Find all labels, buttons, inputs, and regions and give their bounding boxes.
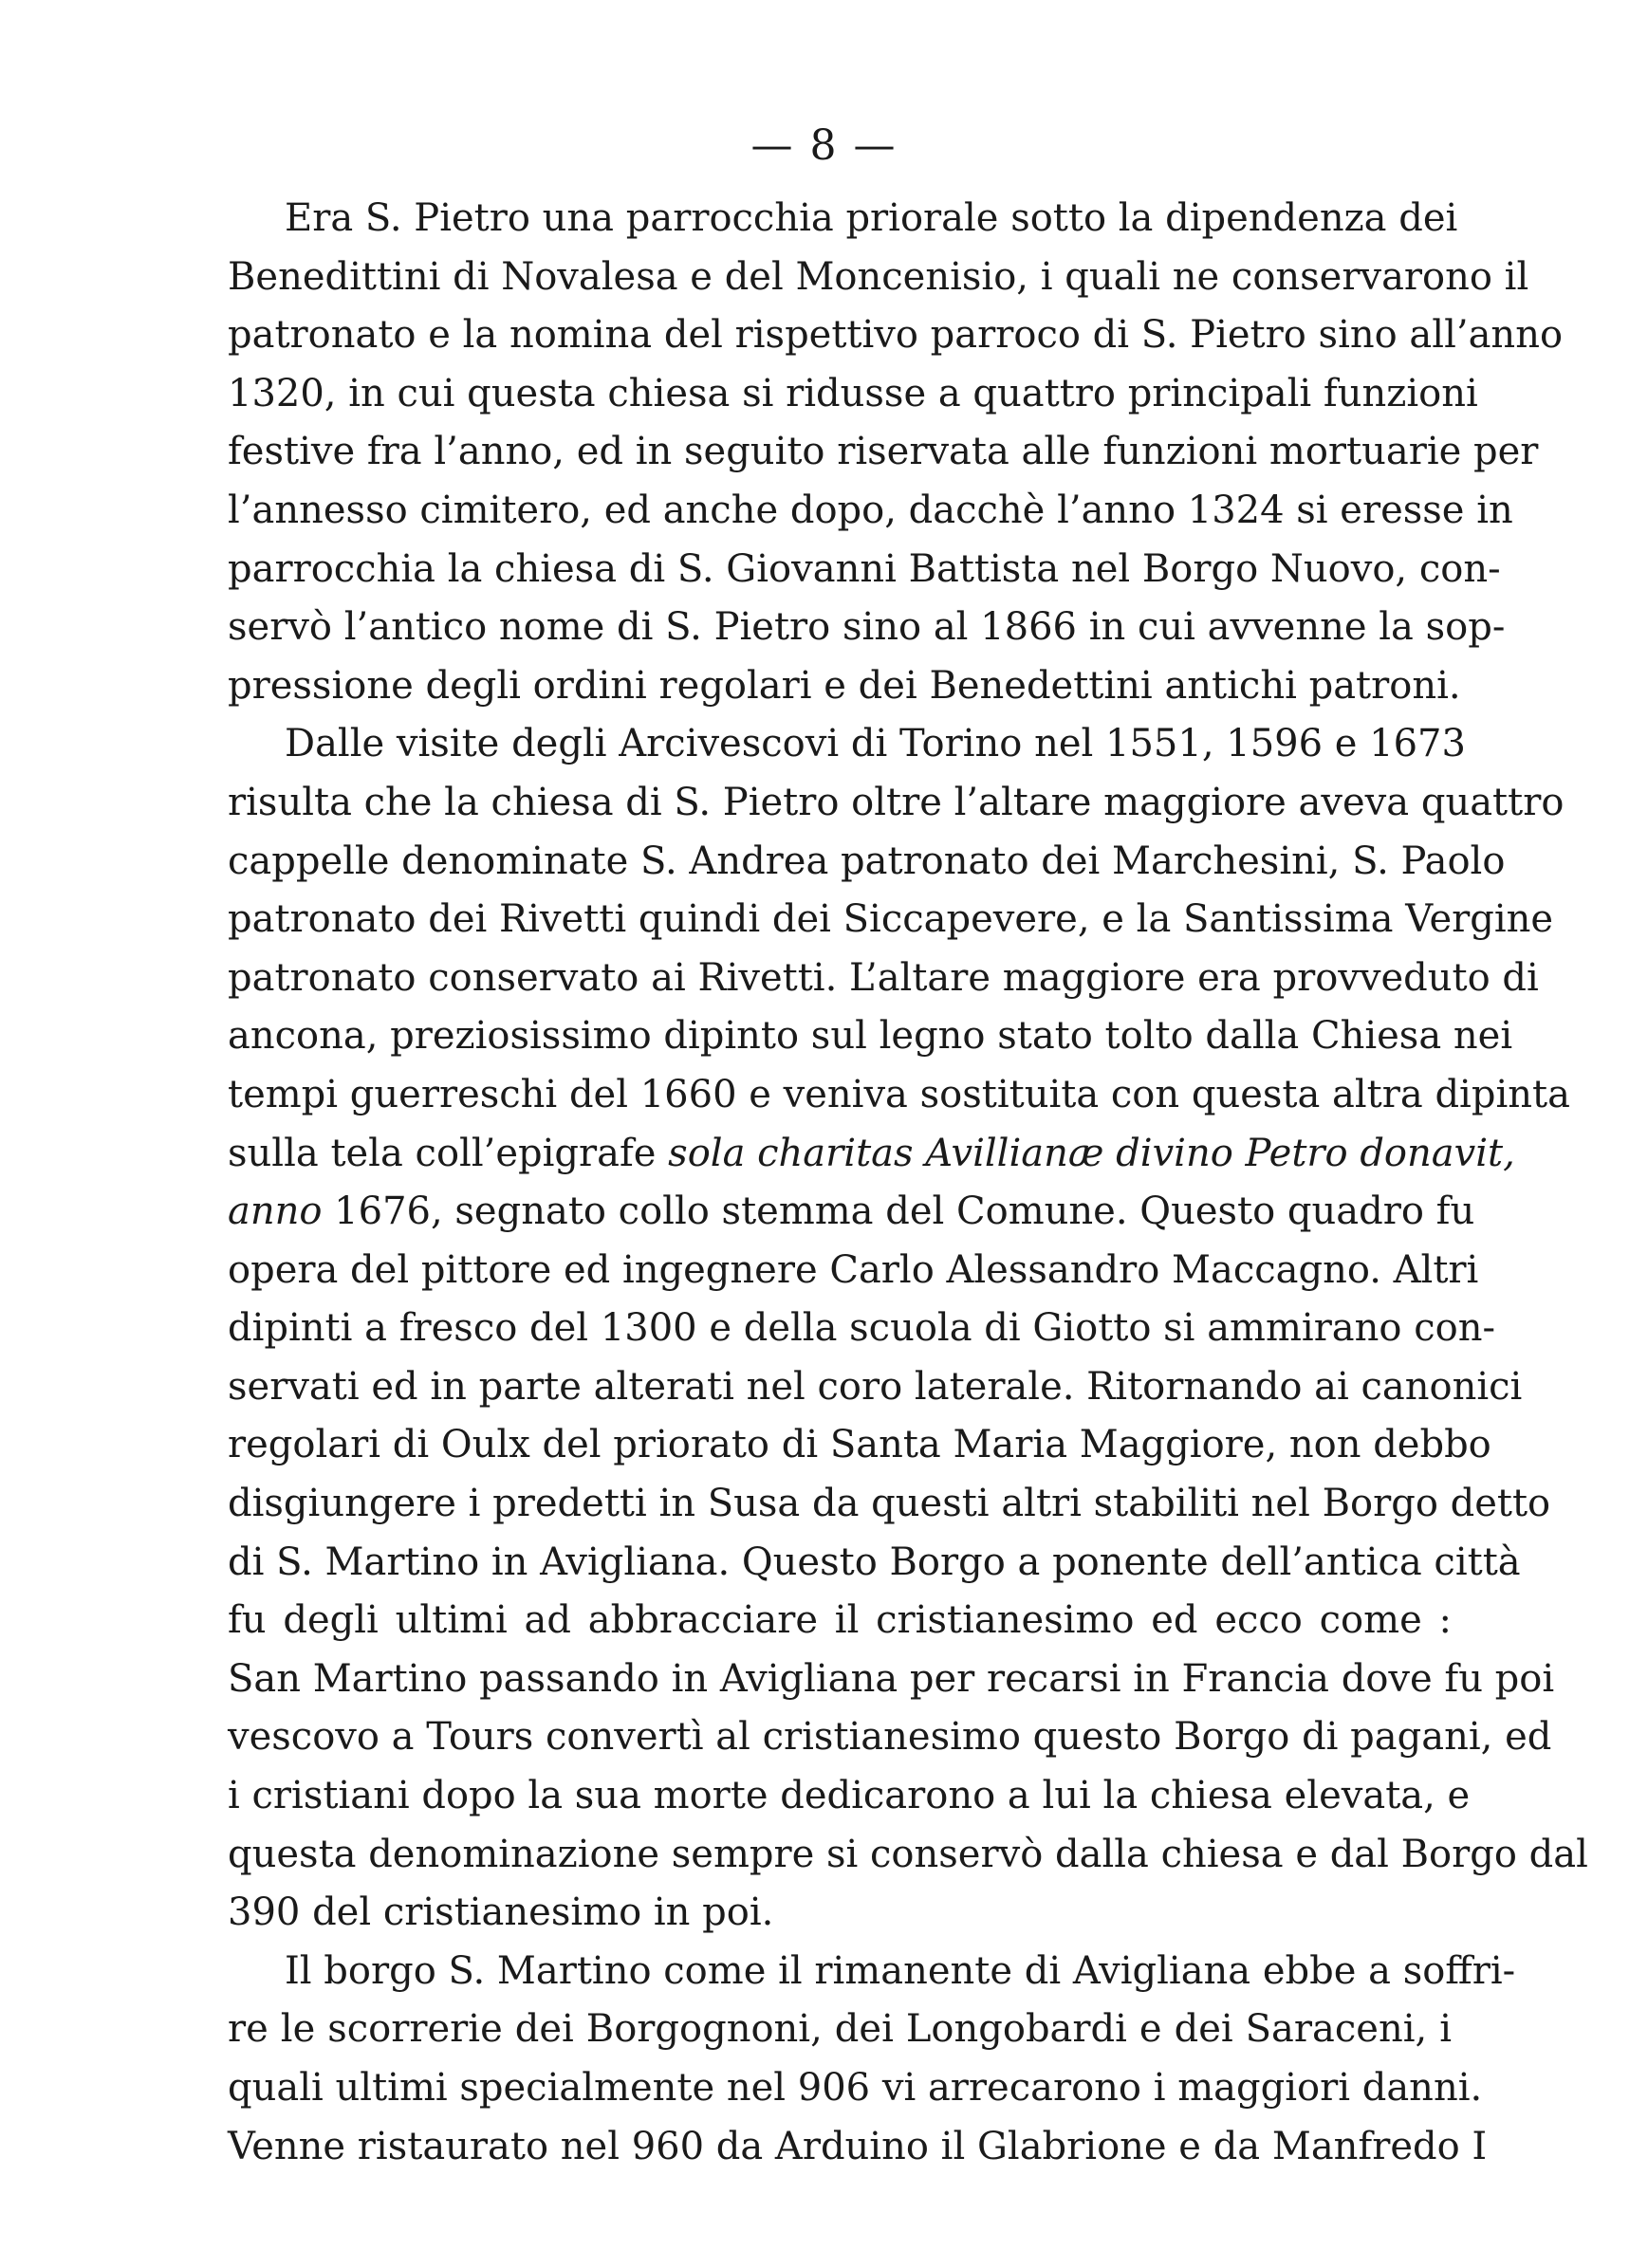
text-line: fu degli ultimi ad abbracciare il cristianesimo ed ecco come : [228, 1598, 1452, 1643]
text-line: questa denominazione sempre si conservò dalla chiesa e dal Borgo dal [228, 1832, 1588, 1876]
text-line: regolari di Oulx del priorato di Santa Maria Maggiore, non debbo [228, 1423, 1491, 1467]
text-line-with-italic [228, 1183, 1475, 1242]
text-fragment: sulla tela coll’epigrafe [228, 1131, 657, 1175]
italic-word: anno [228, 1189, 323, 1234]
text-line: quali ultimi specialmente nel 906 vi arrecarono i maggiori danni. [228, 2066, 1483, 2110]
text-line: servati ed in parte alterati nel coro laterale. Ritornando ai canonici [228, 1364, 1523, 1409]
text-line: di S. Martino in Avigliana. Questo Borgo a ponente dell’antica città [228, 1540, 1521, 1584]
text-line: Era S. Pietro una parrocchia priorale sotto la dipendenza dei [285, 196, 1458, 240]
text-line: i cristiani dopo la sua morte dedicarono a lui la chiesa elevata, e [228, 1774, 1471, 1818]
paragraph-3 [228, 1943, 1516, 2176]
paragraph-2 [228, 715, 1588, 1942]
text-line: pressione degli ordini regolari e dei Benedettini antichi patroni. [228, 663, 1461, 708]
page-number: — 8 — [750, 121, 898, 170]
text-line: vescovo a Tours convertì al cristianesimo questo Borgo di pagani, ed [228, 1715, 1552, 1760]
text-line: disgiungere i predetti in Susa da questi altri stabiliti nel Borgo detto [228, 1482, 1551, 1526]
text-line: 390 del cristianesimo in poi. [228, 1890, 774, 1935]
text-line: Dalle visite degli Arcivescovi di Torino nel 1551, 1596 e 1673 [285, 722, 1466, 766]
paragraph-1 [228, 190, 1564, 715]
text-line: patronato e la nomina del rispettivo parroco di S. Pietro sino all’anno [228, 313, 1564, 358]
text-line-with-epigraph [228, 1125, 1515, 1184]
text-line: San Martino passando in Avigliana per recarsi in Francia dove fu poi [228, 1656, 1555, 1701]
text-line: opera del pittore ed ingegnere Carlo Alessandro Maccagno. Altri [228, 1247, 1479, 1292]
text-line: 1320, in cui questa chiesa si ridusse a quattro principali funzioni [228, 371, 1478, 415]
text-line: Il borgo S. Martino come il rimanente di Avigliana ebbe a soffri- [285, 1948, 1516, 1993]
body-text [228, 190, 1588, 2176]
text-line: risulta che la chiesa di S. Pietro oltre l’altare maggiore aveva quattro [228, 780, 1565, 824]
text-line: ancona, preziosissimo dipinto sul legno stato tolto dalla Chiesa nei [228, 1014, 1513, 1059]
text-line: Venne ristaurato nel 960 da Arduino il Glabrione e da Manfredo I [228, 2124, 1488, 2168]
text-line: l’annesso cimitero, ed anche dopo, dacchè l’anno 1324 si eresse in [228, 488, 1513, 532]
text-line: Benedittini di Novalesa e del Moncenisio, i quali ne conservarono il [228, 254, 1529, 299]
text-line: festive fra l’anno, ed in seguito riservata alle funzioni mortuarie per [228, 430, 1539, 474]
text-line: patronato dei Rivetti quindi dei Siccapevere, e la Santissima Vergine [228, 897, 1554, 942]
text-line: parrocchia la chiesa di S. Giovanni Battista nel Borgo Nuovo, con- [228, 546, 1501, 591]
text-fragment: 1676, segnato collo stemma del Comune. Questo quadro fu [334, 1189, 1475, 1234]
text-line: tempi guerreschi del 1660 e veniva sostituita con questa altra dipinta [228, 1072, 1570, 1116]
text-line: re le scorrerie dei Borgognoni, dei Longobardi e dei Saraceni, i [228, 2007, 1452, 2052]
text-line: cappelle denominate S. Andrea patronato dei Marchesini, S. Paolo [228, 839, 1506, 883]
text-line: patronato conservato ai Rivetti. L’altare maggiore era provveduto di [228, 955, 1539, 1000]
text-line: servò l’antico nome di S. Pietro sino al 1866 in cui avvenne la sop- [228, 605, 1506, 650]
italic-epigraph: sola charitas Avillianæ divino Petro donavit, [668, 1131, 1515, 1175]
text-line: dipinti a fresco del 1300 e della scuola di Giotto si ammirano con- [228, 1306, 1495, 1351]
